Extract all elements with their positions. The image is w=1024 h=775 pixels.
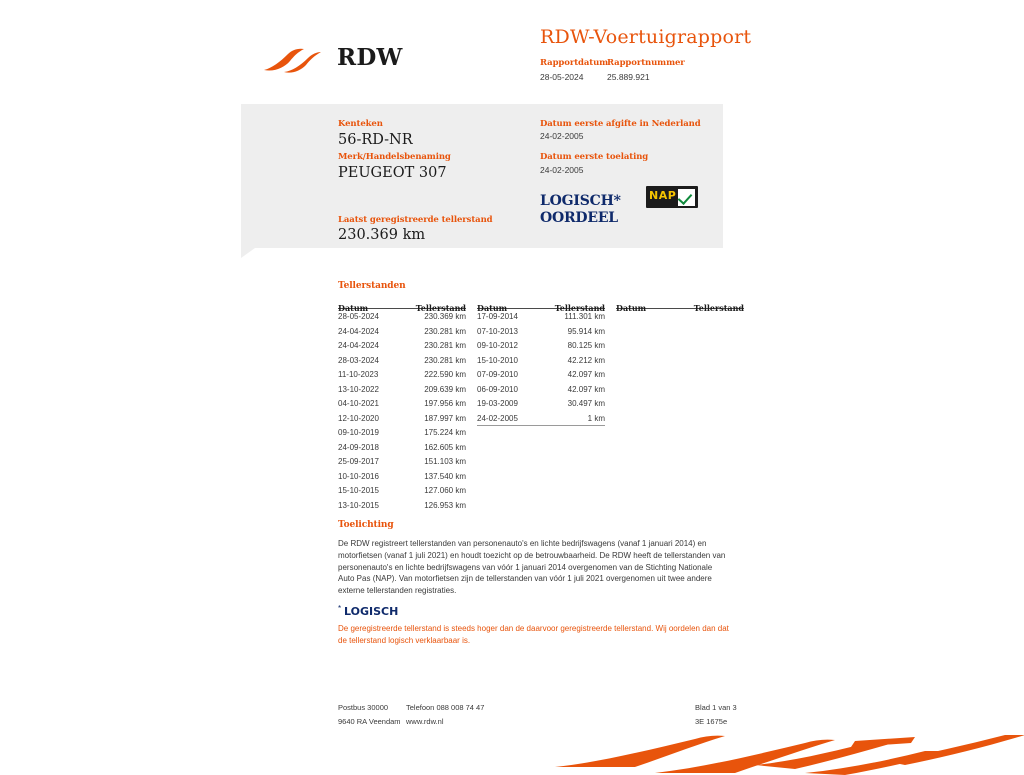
table-row [338, 324, 466, 339]
table-row [338, 425, 466, 440]
col-header-value: Tellerstand [415, 303, 466, 313]
table-row [338, 338, 466, 353]
cell-value: 137.540 km [424, 471, 466, 481]
table-row [477, 309, 605, 324]
table-row [477, 324, 605, 339]
cell-date: 15-10-2010 [477, 355, 518, 365]
odometer-column-2 [477, 292, 605, 426]
make-label: Merk/Handelsbenaming [338, 152, 451, 162]
first-issue-label: Datum eerste afgifte in Nederland [540, 119, 701, 129]
verdict-heading: LOGISCH [344, 605, 399, 618]
cell-date: 25-09-2017 [338, 457, 379, 466]
verdict-star: * [338, 604, 342, 613]
table-row [477, 353, 605, 368]
panel-notch [241, 248, 255, 258]
verdict-line-1: LOGISCH* [540, 193, 621, 209]
cell-value: 151.103 km [424, 457, 466, 466]
cell-value: 230.281 km [424, 341, 466, 350]
cell-value: 162.605 km [424, 442, 466, 452]
plate-value: 56-RD-NR [338, 132, 413, 148]
cell-value: 197.956 km [424, 399, 466, 408]
explanation-title: Toelichting [338, 520, 394, 530]
table-row [338, 309, 466, 324]
cell-date: 06-09-2010 [477, 384, 518, 394]
col-header-value: Tellerstand [693, 303, 744, 313]
cell-value: 30.497 km [567, 399, 605, 408]
table-row [338, 411, 466, 426]
cell-date: 09-10-2019 [338, 428, 379, 437]
report-date-value: 28-05-2024 [540, 72, 584, 82]
cell-value: 230.369 km [424, 312, 466, 321]
table-header [338, 292, 466, 313]
first-admission-label: Datum eerste toelating [540, 152, 649, 162]
report-number-group [607, 58, 685, 82]
table-row [477, 382, 605, 397]
cell-value: 80.125 km [567, 341, 605, 350]
footer-phone: Telefoon 088 008 74 47 [406, 703, 485, 712]
col-header-date: Datum [616, 303, 647, 313]
cell-value: 1 km [587, 413, 605, 423]
cell-date: 24-02-2005 [477, 413, 518, 423]
cell-date: 11-10-2023 [338, 370, 379, 379]
table-body [338, 309, 466, 512]
table-row [338, 498, 466, 513]
table-body [477, 309, 605, 425]
col-header-date: Datum [338, 303, 369, 313]
cell-value: 42.097 km [567, 370, 605, 379]
cell-date: 24-09-2018 [338, 442, 379, 452]
cell-date: 12-10-2020 [338, 413, 379, 423]
make-value: PEUGEOT 307 [338, 165, 447, 181]
cell-date: 15-10-2015 [338, 486, 379, 495]
cell-value: 111.301 km [564, 312, 605, 321]
first-admission-value: 24-02-2005 [540, 165, 584, 175]
cell-value: 127.060 km [424, 486, 466, 495]
cell-value: 209.639 km [424, 384, 466, 394]
odometer-column-1 [338, 292, 466, 512]
rdw-bottom-graphic-icon [555, 735, 1024, 775]
cell-date: 13-10-2015 [338, 500, 379, 510]
cell-value: 222.590 km [424, 370, 466, 379]
report-number-value: 25.889.921 [607, 72, 650, 82]
nap-badge-label: NAP [649, 189, 677, 202]
cell-value: 126.953 km [424, 500, 466, 510]
verdict-text [540, 193, 621, 227]
table-header [477, 292, 605, 313]
cell-date: 07-09-2010 [477, 370, 518, 379]
table-row [477, 338, 605, 353]
report-date-label: Rapportdatum [540, 58, 609, 68]
col-header-value: Tellerstand [554, 303, 605, 313]
brand-name: RDW [337, 44, 403, 71]
table-header [616, 292, 744, 313]
first-issue-value: 24-02-2005 [540, 131, 584, 141]
vehicle-summary-panel [241, 104, 723, 248]
cell-value: 187.997 km [424, 413, 466, 423]
cell-value: 95.914 km [567, 326, 605, 336]
cell-value: 175.224 km [424, 428, 466, 437]
cell-date: 28-05-2024 [338, 312, 379, 321]
footer-website[interactable]: www.rdw.nl [406, 717, 444, 726]
cell-date: 07-10-2013 [477, 326, 518, 336]
cell-date: 24-04-2024 [338, 326, 379, 336]
footer-city: 9640 RA Veendam [338, 717, 401, 726]
cell-date: 13-10-2022 [338, 384, 379, 394]
cell-date: 28-03-2024 [338, 355, 379, 365]
footer-code: 3E 1675e [695, 717, 728, 726]
table-row [338, 353, 466, 368]
verdict-explanation: De geregistreerde tellerstand is steeds hoger dan de daarvoor geregistreerde tellerstand. Wij oordelen dan dat de tellerstand logisch verklaarbaar is. [338, 624, 729, 645]
table-row [338, 440, 466, 455]
page-title: RDW-Voertuigrapport [540, 26, 752, 48]
table-bottom-rule [477, 425, 605, 426]
cell-value: 230.281 km [424, 355, 466, 365]
table-row [338, 367, 466, 382]
verdict-line-2: OORDEEL [540, 210, 618, 226]
cell-value: 42.097 km [567, 384, 605, 394]
odometer-section-title: Tellerstanden [338, 281, 406, 291]
table-row [338, 382, 466, 397]
footer-page-number: Blad 1 van 3 [695, 703, 737, 712]
last-reading-label: Laatst geregistreerde tellerstand [338, 215, 493, 225]
table-row [477, 367, 605, 382]
cell-value: 230.281 km [424, 326, 466, 336]
nap-check-icon [677, 188, 696, 207]
report-date-group [540, 58, 608, 82]
cell-value: 42.212 km [567, 355, 605, 365]
plate-label: Kenteken [338, 119, 383, 129]
footer-postbus: Postbus 30000 [338, 703, 389, 712]
brand-header [262, 22, 522, 71]
explanation-body: De RDW registreert tellerstanden van personenauto's en lichte bedrijfswagens (vanaf 1 januari 2014) en motorfietsen (vanaf 1 juli 2021) en houdt toezicht op de betrouwbaarheid. De RDW heeft de tellerstanden van personenauto's en lichte bedrijfswagens van vóór 1 januari 2014 overgenomen van de Stichting Nationale Auto Pas (NAP). Van motorfietsen zijn de tellerstanden van vóór 1 juli 2021 overgenomen uit twee andere externe tellerstanden registraties. [338, 539, 726, 596]
table-row [477, 396, 605, 411]
nap-badge [646, 186, 698, 208]
cell-date: 19-03-2009 [477, 399, 518, 408]
cell-date: 04-10-2021 [338, 399, 379, 408]
report-number-label: Rapportnummer [607, 58, 685, 68]
table-row [338, 483, 466, 498]
table-row [338, 469, 466, 484]
table-row [338, 454, 466, 469]
rdw-swoosh-icon [262, 48, 322, 74]
table-row [477, 411, 605, 426]
cell-date: 17-09-2014 [477, 312, 518, 321]
last-reading-value: 230.369 km [338, 227, 426, 243]
odometer-column-3 [616, 292, 744, 313]
cell-date: 10-10-2016 [338, 471, 379, 481]
col-header-date: Datum [477, 303, 508, 313]
cell-date: 24-04-2024 [338, 341, 379, 350]
table-row [338, 396, 466, 411]
cell-date: 09-10-2012 [477, 341, 518, 350]
